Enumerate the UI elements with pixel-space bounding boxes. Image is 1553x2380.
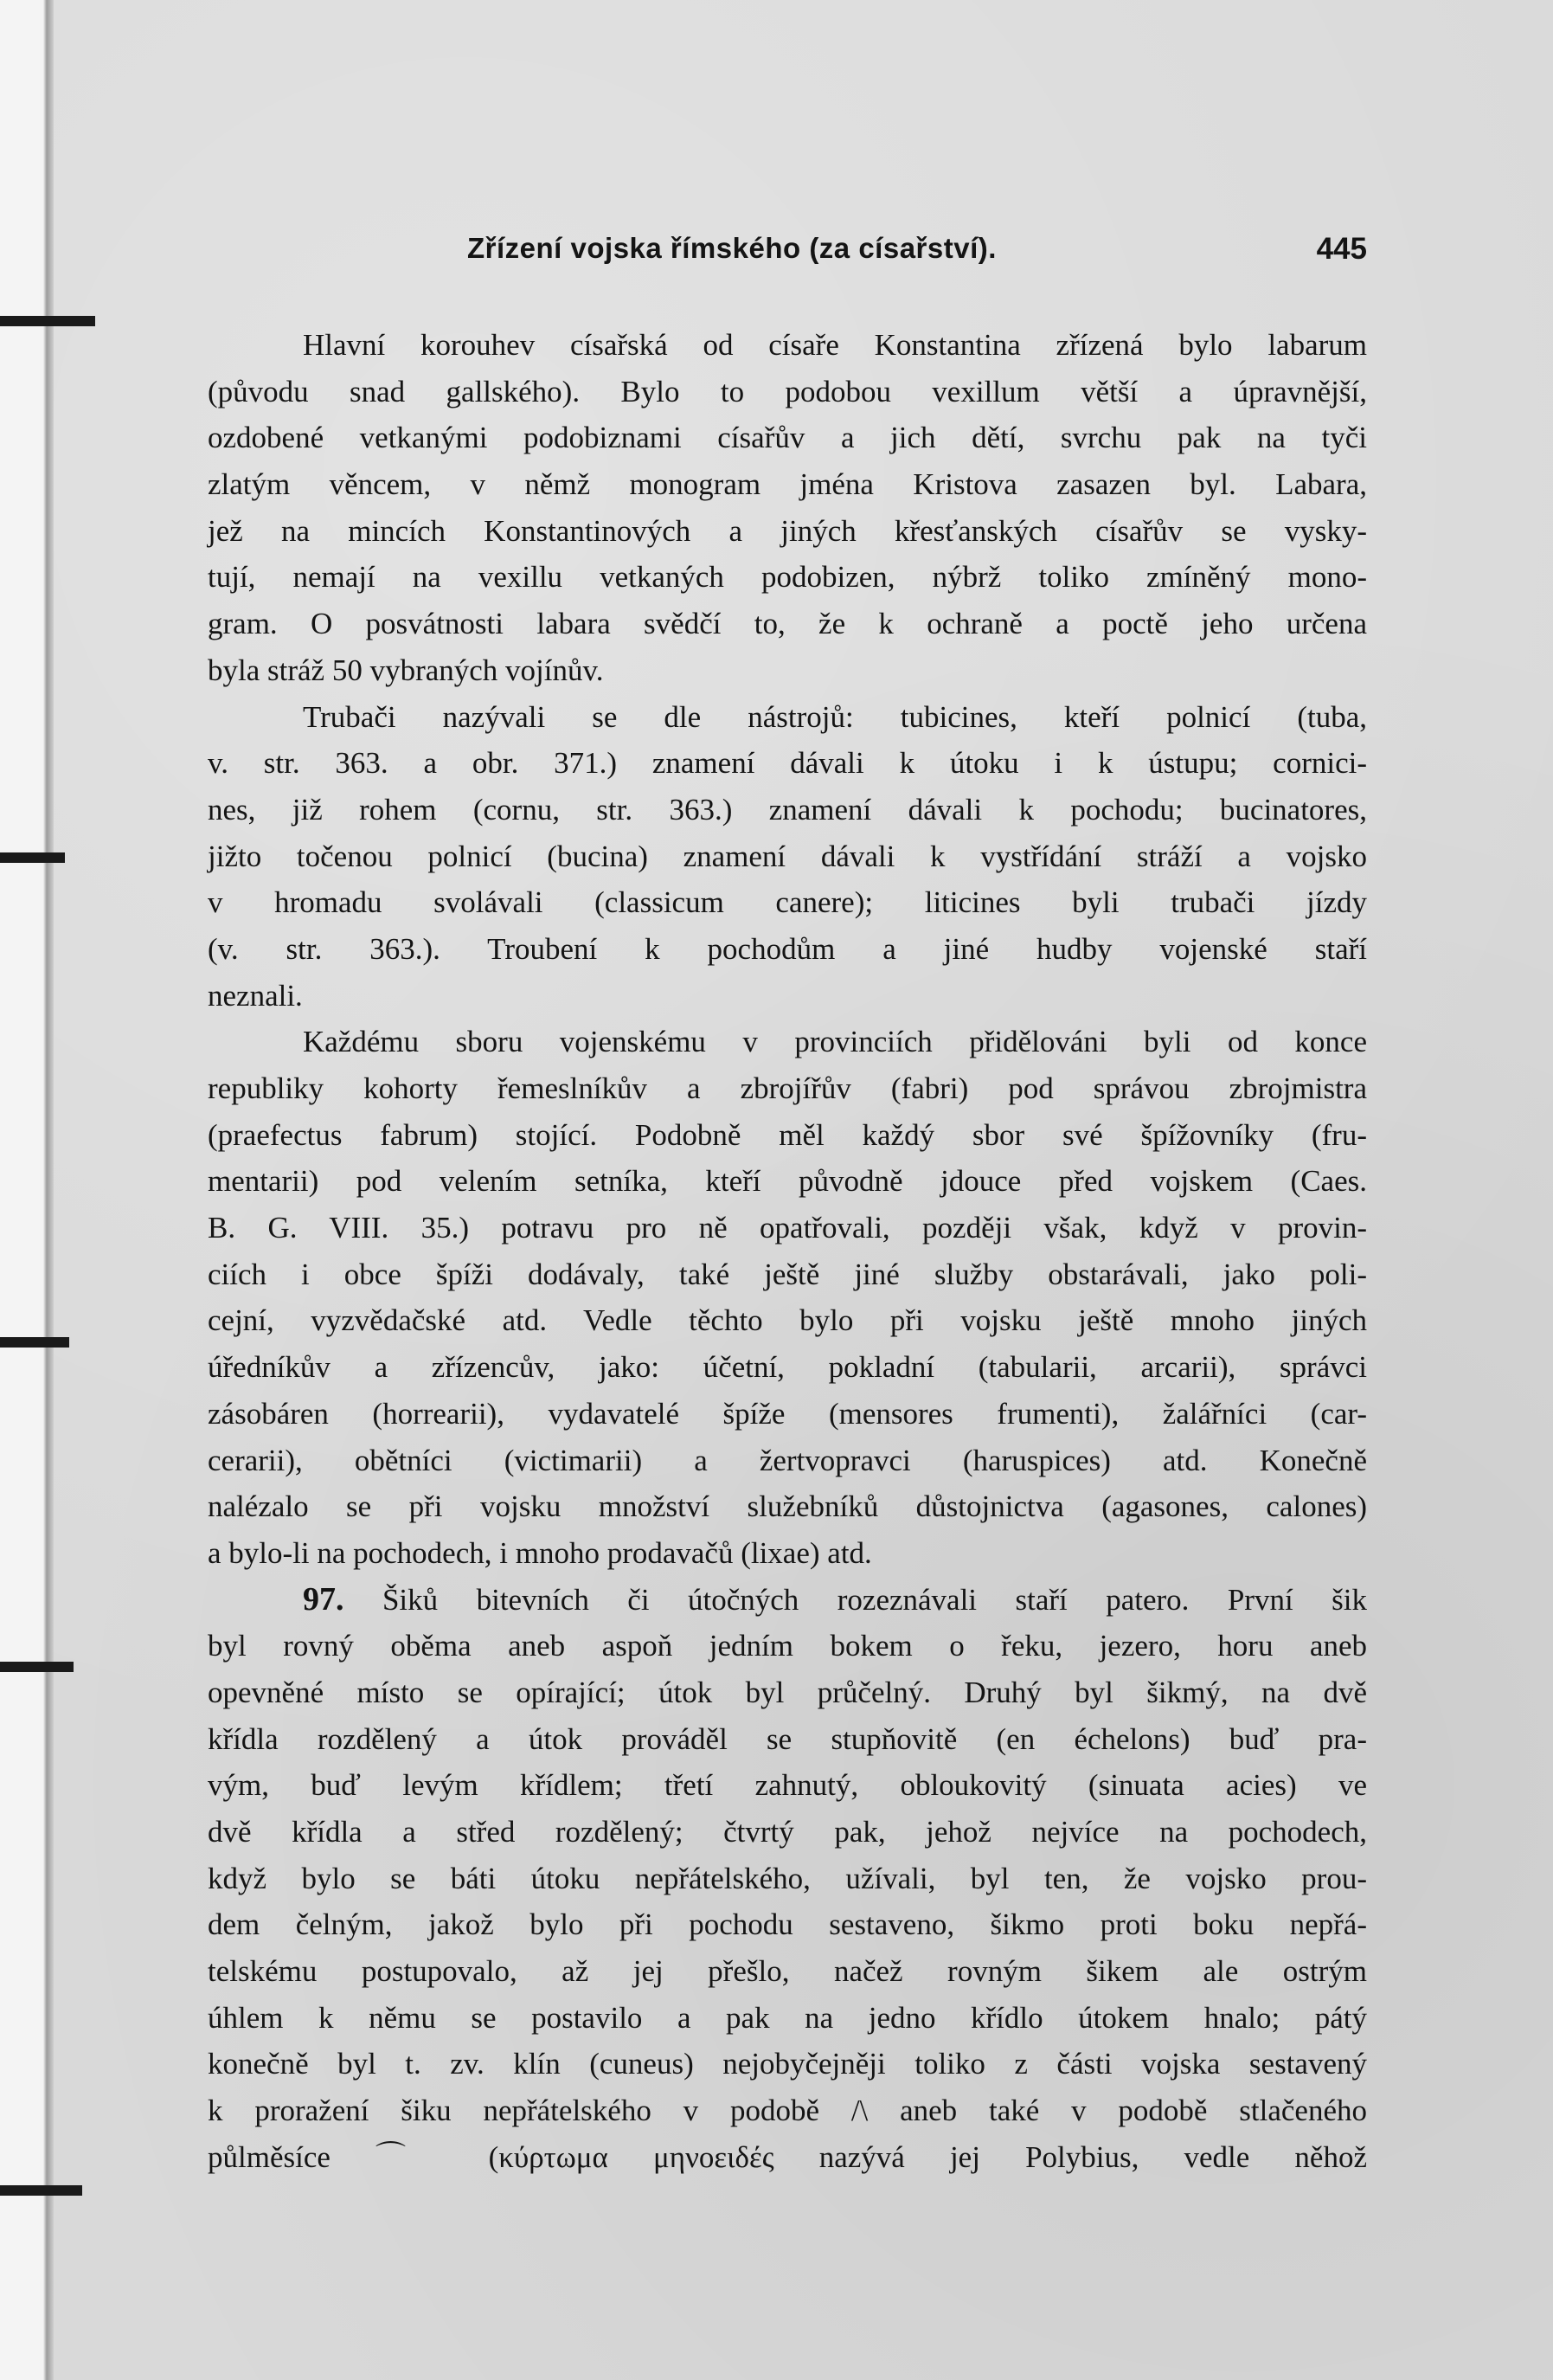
text-line: neznali. (208, 978, 303, 1013)
binding-mark (0, 1662, 74, 1672)
text-line: byl rovný oběma aneb aspoň jedním bokem o řeku, jezero, horu aneb (208, 1629, 1367, 1663)
text-line: cerarii), obětníci (victimarii) a žertvopravci (haruspices) atd. Konečně (208, 1443, 1367, 1477)
text-line: Trubači nazývali se dle nástrojů: tubicines, kteří polnicí (tuba, (303, 699, 1367, 734)
section-first-line (208, 1577, 1367, 1624)
text-line: (praefectus fabrum) stojící. Podobně měl každý sbor své špížovníky (fru- (208, 1117, 1367, 1152)
text-line: Hlavní korouhev císařská od císaře Konstantina zřízená bylo labarum (303, 328, 1367, 362)
text-line: v. str. 363. a obr. 371.) znamení dávali k útoku i k ústupu; cornici- (208, 746, 1367, 781)
text-line: ciích i obce špíži dodávaly, také ještě jiné služby obstarávali, jako poli- (208, 1257, 1367, 1291)
text-line: Šiků bitevních či útočných rozeznávali staří patero. První šik (382, 1582, 1367, 1617)
text-line: půlměsíce ⌒ (κύρτωμα μηνοειδές nazývá jej Polybius, vedle něhož (208, 2139, 1367, 2174)
text-line: (v. str. 363.). Troubení k pochodům a jiné hudby vojenské staří (208, 931, 1367, 966)
text-line: byla stráž 50 vybraných vojínův. (208, 653, 604, 687)
text-line: úhlem k němu se postavilo a pak na jedno křídlo útokem hnalo; pátý (208, 2000, 1367, 2035)
text-line: nalézalo se při vojsku množství služebníků důstojnictva (agasones, calones) (208, 1489, 1367, 1524)
text-line: ozdobené vetkanými podobiznami císařův a jich dětí, svrchu pak na tyči (208, 421, 1367, 455)
binding-mark (0, 316, 95, 326)
text-line: křídla rozdělený a útok prováděl se stupňovitě (en échelons) buď pra- (208, 1721, 1367, 1756)
text-line: dvě křídla a střed rozdělený; čtvrtý pak, jehož nejvíce na pochodech, (208, 1815, 1367, 1849)
text-line: zásobáren (horrearii), vydavatelé špíže (mensores frumenti), žalářníci (car- (208, 1396, 1367, 1431)
page-header (208, 232, 1367, 275)
text-line: zlatým věncem, v němž monogram jména Kristova zasazen byl. Labara, (208, 467, 1367, 502)
text-line: cejní, vyzvědačské atd. Vedle těchto bylo při vojsku ještě mnoho jiných (208, 1303, 1367, 1338)
section-number: 97. (303, 1580, 344, 1618)
text-line: (původu snad gallského). Bylo to podobou vexillum větší a úpravnější, (208, 374, 1367, 408)
text-line: jižto točenou polnicí (bucina) znamení dávali k vystřídání stráží a vojsko (208, 839, 1367, 873)
running-head: Zřízení vojska římského (za císařství). (467, 232, 997, 264)
text-line: vým, buď levým křídlem; třetí zahnutý, obloukovitý (sinuata acies) ve (208, 1768, 1367, 1803)
text-line: úředníkův a zřízencův, jako: účetní, pokladní (tabularii, arcarii), správci (208, 1350, 1367, 1385)
text-line: když bylo se báti útoku nepřátelského, užívali, byl ten, že vojsko prou- (208, 1861, 1367, 1895)
text-line: nes, již rohem (cornu, str. 363.) znamení dávali k pochodu; bucinatores, (208, 792, 1367, 827)
binding-edge (0, 0, 54, 2380)
text-line: Každému sboru vojenskému v provinciích přidělováni byli od konce (303, 1025, 1367, 1059)
body-text (208, 322, 1367, 2181)
binding-mark (0, 2185, 82, 2196)
text-line: a bylo-li na pochodech, i mnoho prodavačů (lixae) atd. (208, 1535, 872, 1570)
text-line: mentarii) pod velením setníka, kteří původně jdouce před vojskem (Caes. (208, 1164, 1367, 1199)
text-line: tují, nemají na vexillu vetkaných podobizen, nýbrž toliko zmíněný mono- (208, 560, 1367, 595)
binding-mark (0, 1337, 69, 1348)
text-line: jež na mincích Konstantinových a jiných křesťanských císařův se vysky- (208, 513, 1367, 548)
text-line: B. G. VIII. 35.) potravu pro ně opatřovali, později však, když v provin- (208, 1211, 1367, 1245)
text-line: republiky kohorty řemeslníkův a zbrojířův (fabri) pod správou zbrojmistra (208, 1071, 1367, 1105)
text-line: opevněné místo se opírající; útok byl průčelný. Druhý byl šikmý, na dvě (208, 1675, 1367, 1709)
text-line: konečně byl t. zv. klín (cuneus) nejobyčejněji toliko z části vojska sestavený (208, 2047, 1367, 2081)
page-number: 445 (1316, 232, 1367, 266)
text-line: telskému postupovalo, až jej přešlo, načež rovným šikem ale ostrým (208, 1954, 1367, 1989)
text-line: k proražení šiku nepřátelského v podobě /\ aneb také v podobě stlačeného (208, 2094, 1367, 2128)
text-line: dem čelným, jakož bylo při pochodu sestaveno, šikmo proti boku nepřá- (208, 1907, 1367, 1942)
text-line: gram. O posvátnosti labara svědčí to, že k ochraně a poctě jeho určena (208, 607, 1367, 641)
binding-mark (0, 852, 65, 863)
text-line: v hromadu svolávali (classicum canere); liticines byli trubači jízdy (208, 885, 1367, 920)
